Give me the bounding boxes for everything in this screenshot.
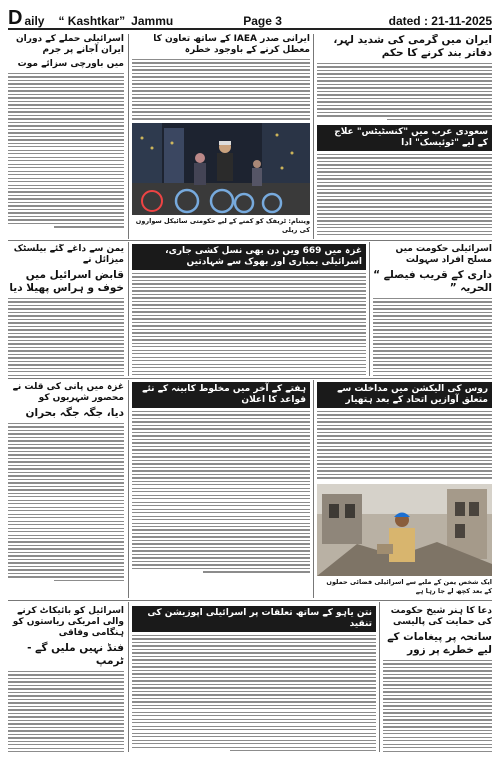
article-headline: غزہ میں 669 ویں دن بھی نسل کشی جاری، اسرائیلی بمباری اور بھوک سے شہادتیں [132, 244, 366, 270]
article-headline: ہفتے کے آخر میں مخلوط کابینہ کے نئے قواعد کا اعلان [132, 382, 310, 408]
article-subheadline: سانحہ پر پیغامات کے لیے خطرے پر زور [387, 631, 492, 656]
article-gaza-genocide [132, 244, 366, 376]
article-subheadline: داری کے قریب فیصلے “ الحریہ ” [373, 269, 492, 294]
article-body [383, 660, 492, 752]
article-subheadline: فنڈ نہیں ملیں گے - ٹرمپ [27, 642, 124, 667]
article-headline: اسرائیل کو بائیکاٹ کرنے والی امریکی ریاستوں کو ہنگامی وفاقی [12, 606, 124, 638]
issue-date: dated : 21-11-2025 [388, 14, 492, 28]
article-subheadline: میں باورچی سزائے موت [17, 59, 124, 69]
section-divider [8, 240, 492, 241]
column-divider [313, 380, 314, 598]
masthead [8, 8, 492, 30]
article-headline: ایرانی صدر IAEA کے ساتھ تعاون کا معطل کرنے کے باوجود خطرہ [153, 34, 310, 55]
article-body [132, 411, 310, 573]
article-body [132, 59, 310, 120]
article-trump-funds [8, 606, 124, 752]
article-headline: ایران میں گرمی کی شدید لہر، دفاتر بند کرنے کا حکم [333, 34, 492, 59]
masthead-daily: aily [24, 14, 45, 28]
article-yemen-missile [8, 244, 124, 376]
column-divider [128, 380, 129, 598]
article-subheadline: قابض اسرائیل میں خوف و ہراس پھیلا دیا [9, 269, 124, 294]
article-body [8, 671, 124, 752]
article-subheadline: دیا، جگہ جگہ بحران [25, 407, 124, 419]
article-body [317, 154, 492, 238]
article-iran-heatwave [317, 34, 492, 120]
column-divider [369, 242, 370, 376]
article-headline: اسرائیلی حملے کے دوران ایران آجانے پر جرم [16, 34, 124, 55]
cyclists-photo [132, 123, 310, 215]
article-headline: اسرائیلی حکومت میں مسلح افراد سہولت [395, 244, 492, 265]
article-saudi [317, 125, 492, 238]
rubble-photo [317, 484, 492, 576]
article-execution-iran [8, 34, 124, 238]
article-body [317, 411, 492, 480]
article-netanyahu [132, 606, 376, 752]
column-divider [128, 34, 129, 239]
article-sheikh-govt [383, 606, 492, 752]
column-divider [379, 602, 380, 752]
masthead-initial: D [8, 7, 23, 29]
article-body [8, 423, 124, 581]
article-russia-election [317, 382, 492, 480]
article-headline: دعا کا ہنر شیخ حکومت کی حمایت کی پالیسی [390, 606, 492, 627]
article-body [317, 63, 492, 120]
article-body [8, 73, 124, 228]
article-gaza-water [8, 382, 124, 598]
column-divider [128, 242, 129, 376]
section-divider [8, 600, 492, 601]
page-number: Page 3 [243, 14, 282, 28]
article-israel-hurriya [373, 244, 492, 376]
article-headline: یمن سے داغے گئے بیلسٹک میزائل نے [13, 244, 124, 265]
photo-caption: ویتنام: ٹریفک کو کمنے کے لیے حکومتی سائیکل سواروں کی ریلی [135, 217, 310, 234]
column-divider [128, 602, 129, 752]
article-iaea [132, 34, 310, 120]
article-headline: روس کی الیکشن میں مداخلت سے متعلق آوازیں اتحاد کے بعد ہتھیار [317, 382, 492, 408]
article-cabinet-rules [132, 382, 310, 598]
article-body [132, 635, 376, 751]
section-divider [8, 378, 492, 379]
article-headline: نتن یاہو کے ساتھ تعلقات پر اسرائیلی اپوزیشن کی تنقید [132, 606, 376, 632]
article-body [8, 298, 124, 376]
article-headline: سعودی عرب میں "کنسٹیٹس" علاج کے لیے "ٹوئیسک" ادا [317, 125, 492, 151]
article-headline: غزہ میں پانی کی قلت نے محصور شہریوں کو [12, 382, 124, 403]
masthead-city: Jammu [131, 14, 174, 28]
column-divider [313, 34, 314, 239]
masthead-paper-name: “ Kashtkar” [58, 14, 126, 28]
article-body [373, 298, 492, 376]
photo-caption: ایک شخص یمن کے ملبے سے اسرائیلی فضائی حملوں کے بعد کچھ لے جا رہا ہے [326, 578, 492, 595]
article-body [132, 273, 366, 376]
